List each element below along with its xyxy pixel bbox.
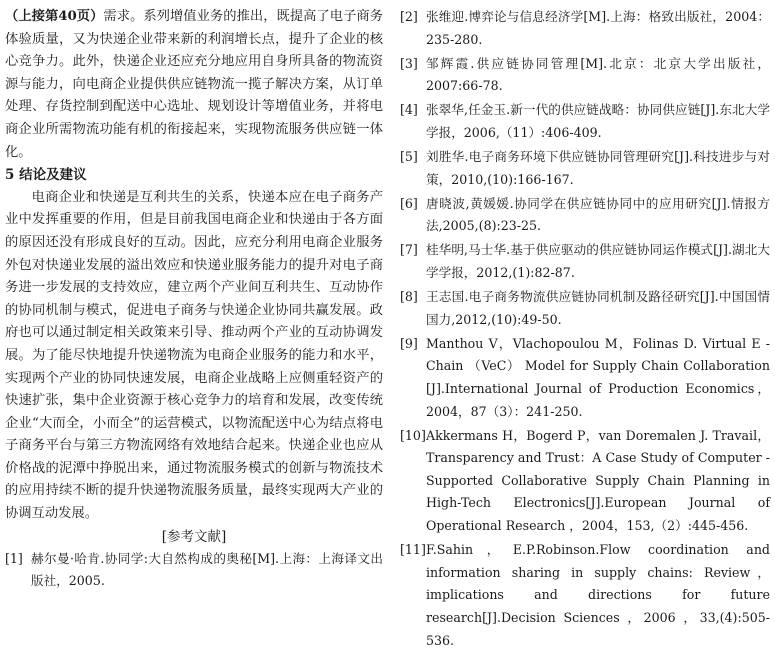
reference-text: 赫尔曼·哈肯.协同学:大自然构成的奥秘[M].上海：上海译文出版社，2005. (31, 550, 383, 589)
reference-item (400, 193, 770, 238)
reference-number: [7] (400, 242, 418, 258)
reference-item (400, 53, 770, 98)
reference-number: [9] (400, 335, 418, 351)
reference-number: [4] (400, 102, 418, 118)
reference-item (400, 99, 770, 144)
reference-item (5, 548, 383, 593)
right-column (400, 6, 770, 654)
reference-text: 刘胜华.电子商务环境下供应链协同管理研究[J].科技进步与对策，2010,(10):166-167. (426, 149, 770, 187)
reference-text: Manthou V，Vlachopoulou M，Folinas D. Virtual E -Chain （VeC） Model for Supply Chain Collaboration [J].International Journal of Production Economics，2004，87（3）：241-250. (426, 335, 770, 419)
reference-text: F.Sahin，E.P.Robinson.Flow coordination and information sharing in supply chains: Review，implications and directions for future research[J].Decision Sciences ，2006 ，33,(4):505-536. (426, 542, 770, 648)
reference-item (400, 239, 770, 284)
reference-text: 邹辉霞.供应链协同管理[M].北京：北京大学出版社，2007:66-78. (426, 55, 770, 94)
reference-number: [1] (5, 550, 23, 566)
references-heading: [参考文献] (161, 528, 227, 545)
reference-number: [2] (400, 9, 418, 24)
reference-number: [3] (400, 55, 418, 71)
reference-number: [11] (400, 542, 426, 558)
section-heading: 5 结论及建议 (5, 167, 87, 184)
reference-item (400, 333, 770, 423)
reference-number: [10] (400, 427, 426, 443)
reference-number: [6] (400, 195, 418, 211)
paragraph-text: 需求。系列增值业务的推出，既提高了电子商务体验质量，又为快递企业带来新的利润增长点，提升了企业的核心竞争力。此外，快递企业还应充分地应用自身所具备的物流资源与能力，向电商企业提供供应链物流一揽子解决方案，从订单处理、存货控制到配送中心选址、规划设计等增值业务，并将电商企业所需物流功能有机的衔接起来，实现物流服务供应链一体化。 (5, 9, 384, 160)
continuation-label: （上接第40页） (5, 9, 104, 24)
reference-text: 唐晓波,黄媛媛.协同学在供应链协同中的应用研究[J].情报方法,2005,(8):23-25. (426, 195, 770, 234)
conclusion-paragraph: 电商企业和快递是互利共生的关系，快递本应在电子商务产业中发挥重要的作用，但是目前我国电商企业和快递由于各方面的原因还没有形成良好的互动。因此，应充分利用电商企业服务外包对快递业发展的溢出效应和快递业服务能力的提升对电子商务进一步发展的支持效应，建立两个产业间互利共生、互动协作的协同机制与模式，促进电子商务与快递企业协同共赢发展。政府也可以通过制定相关政策来引导、推动两个产业的互动协调发展。为了能尽快地提升快递物流为电商企业服务的能力和水平，实现两个产业的协同快速发展，电商企业战略上应侧重轻资产的快速扩张，集中企业资源于核心竞争力的培育和发展，改变传统企业“大而全，小而全”的运营模式，以物流配送中心为结点将电子商务平台与第三方物流网络有效地结合起来。快递企业也应从价格战的泥潭中挣脱出来，通过物流服务模式的创新与物流技术的应用持续不断的提升快递物流服务质量，最终实现两大产业的协调互动发展。 (5, 189, 383, 522)
reference-item (400, 6, 770, 51)
reference-item (400, 425, 770, 538)
reference-item (400, 146, 770, 191)
reference-item (400, 286, 770, 331)
reference-number: [8] (400, 289, 418, 305)
reference-text: 王志国.电子商务物流供应链协同机制及路径研究[J].中国国情国力,2012,(10):49-50. (426, 289, 770, 327)
reference-text: Akkermans H，Bogerd P，van Doremalen J. Travail，Transparency and Trust：A Case Study of Computer -Supported Collaborative Supply Chain Planning in High-Tech Electronics[J].European Journal of Operational Research ，2004，153,（2）:445-456. (426, 427, 770, 534)
left-column (5, 6, 383, 593)
continued-paragraph (5, 6, 383, 164)
reference-text: 桂华明,马士华.基于供应驱动的供应链协同运作模式[J].湖北大学学报，2012,(1):82-87. (426, 242, 770, 281)
reference-item (400, 539, 770, 652)
reference-text: 张维迎.博弈论与信息经济学[M].上海：格致出版社，2004：235-280. (426, 9, 770, 47)
reference-text: 张翠华,任金玉.新一代的供应链战略：协同供应链[J].东北大学学报，2006,（11）:406-409. (426, 102, 770, 140)
reference-number: [5] (400, 149, 418, 165)
